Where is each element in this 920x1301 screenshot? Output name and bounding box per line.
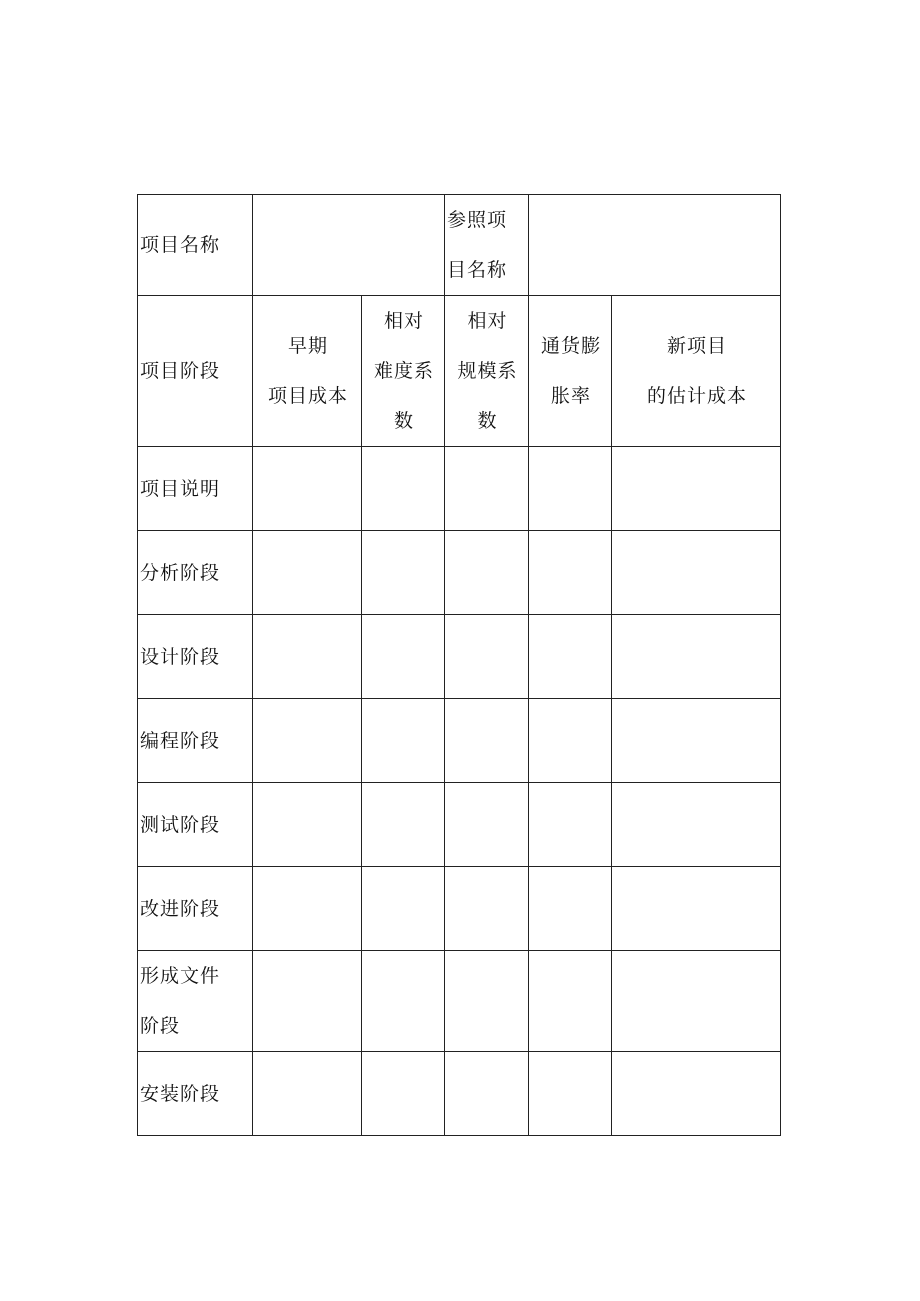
table-row (138, 951, 781, 1052)
difficulty-cell[interactable] (362, 447, 445, 531)
inflation-rate-header: 通货膨 胀率 (540, 335, 601, 407)
early-cost-header: 早期 项目成本 (267, 335, 348, 407)
scale-cell[interactable] (445, 447, 529, 531)
scale-cell[interactable] (445, 1052, 529, 1136)
reference-project-label-cell (445, 195, 529, 296)
row-label: 改进阶段 (140, 897, 221, 920)
difficulty-cell[interactable] (362, 783, 445, 867)
project-name-row (138, 195, 781, 296)
project-name-label: 项目名称 (140, 234, 221, 256)
difficulty-cell[interactable] (362, 1052, 445, 1136)
estimate-cell[interactable] (612, 447, 781, 531)
row-label: 形成文件 阶段 (140, 965, 221, 1037)
row-label-cell (138, 951, 253, 1052)
table-row (138, 447, 781, 531)
estimate-cell[interactable] (612, 783, 781, 867)
inflation-cell[interactable] (529, 867, 612, 951)
row-label: 编程阶段 (140, 729, 221, 752)
scale-cell[interactable] (445, 951, 529, 1052)
early-cost-cell[interactable] (253, 867, 362, 951)
stage-header-cell (138, 296, 253, 447)
inflation-cell[interactable] (529, 1052, 612, 1136)
cost-estimate-table (137, 194, 781, 1136)
inflation-cell[interactable] (529, 951, 612, 1052)
early-cost-cell[interactable] (253, 699, 362, 783)
reference-project-label: 参照项 目名称 (447, 209, 508, 281)
scale-coef-header-cell (445, 296, 529, 447)
scale-cell[interactable] (445, 531, 529, 615)
project-name-value-cell[interactable] (253, 195, 445, 296)
row-label-cell (138, 867, 253, 951)
table-row (138, 867, 781, 951)
row-label-cell (138, 783, 253, 867)
early-cost-cell[interactable] (253, 531, 362, 615)
new-estimate-header: 新项目 的估计成本 (646, 335, 747, 407)
new-estimate-header-cell (612, 296, 781, 447)
stage-header: 项目阶段 (140, 360, 221, 382)
inflation-cell[interactable] (529, 531, 612, 615)
row-label-cell (138, 447, 253, 531)
early-cost-cell[interactable] (253, 783, 362, 867)
inflation-cell[interactable] (529, 783, 612, 867)
early-cost-cell[interactable] (253, 951, 362, 1052)
estimate-cell[interactable] (612, 951, 781, 1052)
difficulty-cell[interactable] (362, 951, 445, 1052)
difficulty-cell[interactable] (362, 531, 445, 615)
early-cost-header-cell (253, 296, 362, 447)
row-label-cell (138, 615, 253, 699)
row-label: 项目说明 (140, 477, 221, 500)
inflation-cell[interactable] (529, 615, 612, 699)
difficulty-cell[interactable] (362, 615, 445, 699)
table-row (138, 1052, 781, 1136)
inflation-cell[interactable] (529, 699, 612, 783)
row-label: 设计阶段 (140, 645, 221, 668)
row-label: 分析阶段 (140, 561, 221, 584)
row-label-cell (138, 699, 253, 783)
scale-cell[interactable] (445, 783, 529, 867)
early-cost-cell[interactable] (253, 447, 362, 531)
estimate-cell[interactable] (612, 699, 781, 783)
table-row (138, 699, 781, 783)
difficulty-cell[interactable] (362, 699, 445, 783)
reference-project-value-cell[interactable] (529, 195, 781, 296)
early-cost-cell[interactable] (253, 615, 362, 699)
inflation-cell[interactable] (529, 447, 612, 531)
row-label-cell (138, 531, 253, 615)
estimate-cell[interactable] (612, 867, 781, 951)
difficulty-cell[interactable] (362, 867, 445, 951)
early-cost-cell[interactable] (253, 1052, 362, 1136)
inflation-rate-header-cell (529, 296, 612, 447)
table-row (138, 615, 781, 699)
scale-cell[interactable] (445, 867, 529, 951)
estimate-cell[interactable] (612, 531, 781, 615)
row-label-cell (138, 1052, 253, 1136)
difficulty-coef-header: 相对 难度系 数 (373, 310, 434, 432)
project-name-label-cell (138, 195, 253, 296)
header-row (138, 296, 781, 447)
row-label: 安装阶段 (140, 1082, 221, 1105)
table-row (138, 783, 781, 867)
estimate-cell[interactable] (612, 615, 781, 699)
table-row (138, 531, 781, 615)
scale-cell[interactable] (445, 699, 529, 783)
difficulty-coef-header-cell (362, 296, 445, 447)
estimate-cell[interactable] (612, 1052, 781, 1136)
scale-coef-header: 相对 规模系 数 (457, 310, 518, 432)
scale-cell[interactable] (445, 615, 529, 699)
row-label: 测试阶段 (140, 813, 221, 836)
